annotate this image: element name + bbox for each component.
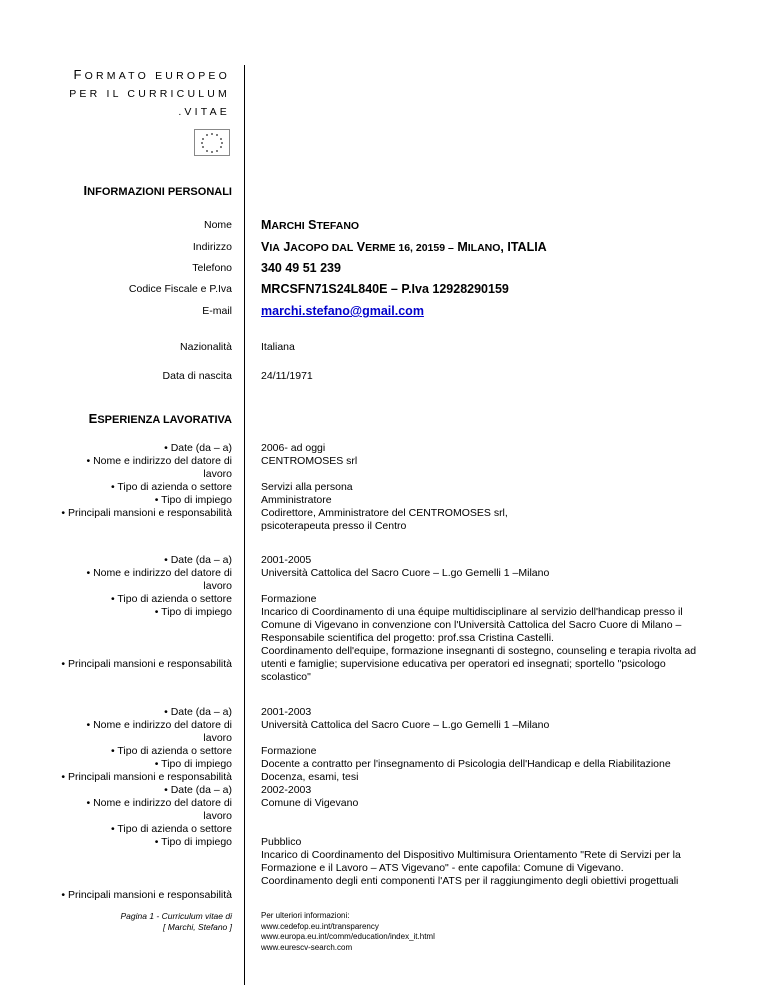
label-employer: • Nome e indirizzo del datore di [86,567,232,579]
eu-flag-icon [194,129,230,156]
value-nome: MARCHI STEFANO [261,218,360,232]
label-nazionalita: Nazionalità [180,341,232,353]
job-sector: Formazione [261,593,317,605]
label-date: • Date (da – a) [164,784,232,796]
job-duties: Codirettore, Amministratore del CENTROMOSES srl, [261,507,508,519]
job1-values [261,442,731,533]
job-sector: Servizi alla persona [261,481,353,493]
cv-title-line2: PER IL CURRICULUM [69,88,230,100]
job-type: Incarico di Coordinamento di una équipe multidisciplinare al servizio dell'handicap presso il [261,606,683,618]
label-date: • Date (da – a) [164,706,232,718]
label-telefono: Telefono [192,262,232,274]
job-date: 2001-2005 [261,554,312,566]
label-sector: • Tipo di azienda o settore [110,745,232,757]
label-sector: • Tipo di azienda o settore [110,593,232,605]
email-link[interactable]: marchi.stefano@gmail.com [261,304,424,318]
job-duties-cont: scolastico" [261,671,311,683]
job-type: Amministratore [261,494,332,506]
job3-labels [40,706,232,784]
label-employer-cont: lavoro [203,580,232,592]
job-duties: Coordinamento dell'equipe, formazione insegnanti di sostegno, counseling e terapia rivolta ad [261,645,697,657]
job-duties-cont: utenti e famiglie; supervisione educativa per operatori ed insegnati; sportello "psicologo [261,658,666,670]
job-sector: Pubblico [261,836,302,848]
cv-title-line1: FORMATO EUROPEO [73,67,230,82]
label-sector: • Tipo di azienda o settore [110,481,232,493]
footer-info: Per ulteriori informazioni: [261,911,350,920]
label-employer: • Nome e indirizzo del datore di [86,455,232,467]
value-data-nascita: 24/11/1971 [261,370,313,382]
label-codice-fiscale: Codice Fiscale e P.Iva [128,283,232,295]
label-duties: • Principali mansioni e responsabilità [61,771,232,783]
job3-values [261,706,731,784]
footer-page-label: Pagina 1 - Curriculum vitae di [120,911,232,921]
job-employer: Università Cattolica del Sacro Cuore – L.go Gemelli 1 –Milano [261,567,550,579]
job-employer: Università Cattolica del Sacro Cuore – L.go Gemelli 1 –Milano [261,719,550,731]
label-sector: • Tipo di azienda o settore [110,823,232,835]
value-telefono: 340 49 51 239 [261,261,341,275]
label-date: • Date (da – a) [164,442,232,454]
page-footer-right [261,911,561,953]
footer-link[interactable]: www.cedefop.eu.int/transparency [261,921,379,931]
label-data-nascita: Data di nascita [162,370,232,382]
label-employer: • Nome e indirizzo del datore di [86,797,232,809]
label-employer-cont: lavoro [203,810,232,822]
label-type: • Tipo di impiego [154,758,232,770]
job-employer: CENTROMOSES srl [261,455,358,467]
cv-title [40,66,230,121]
footer-name: [ Marchi, Stefano ] [163,922,232,932]
job4-labels [40,784,232,849]
value-nazionalita: Italiana [261,341,295,353]
label-duties: • Principali mansioni e responsabilità [61,889,232,901]
label-type: • Tipo di impiego [154,606,232,618]
column-divider [244,65,245,985]
cv-title-line3: .VITAE [178,106,230,118]
section-experience: ESPERIENZA LAVORATIVA [88,411,232,426]
job-date: 2002-2003 [261,784,312,796]
job1-labels [40,442,232,520]
label-duties: • Principali mansioni e responsabilità [61,507,232,519]
job-date: 2001-2003 [261,706,312,718]
job-duties: Docenza, esami, tesi [261,771,359,783]
label-email: E-mail [202,305,232,317]
job4-values [261,784,731,888]
job-date: 2006- ad oggi [261,442,326,454]
footer-link[interactable]: www.eurescv-search.com [261,942,353,952]
label-duties: • Principali mansioni e responsabilità [61,658,232,670]
footer-link[interactable]: www.europa.eu.int/comm/education/index_it.html [261,932,435,941]
job-type: Incarico di Coordinamento del Dispositivo Multimisura Orientamento "Rete di Servizi per la [261,849,681,861]
job-sector: Formazione [261,745,317,757]
label-employer-cont: lavoro [203,468,232,480]
job2-labels [40,554,232,619]
job2-values [261,554,731,684]
label-indirizzo: Indirizzo [192,241,232,253]
job-employer: Comune di Vigevano [261,797,359,809]
job-type: Docente a contratto per l'insegnamento di Psicologia dell'Handicap e della Riabilitazione [261,758,671,770]
label-employer-cont: lavoro [203,732,232,744]
job-duties: Coordinamento degli enti componenti l'ATS per il raggiungimento degli obiettivi progettuali [261,875,679,887]
job-type-cont: Responsabile scientifica del progetto: prof.ssa Cristina Castelli. [261,632,554,644]
job-duties-cont: psicoterapeuta presso il Centro [261,520,407,532]
page-footer-left [40,911,232,933]
value-codice-fiscale: MRCSFN71S24L840E – P.Iva 12928290159 [261,282,509,296]
job-type-cont: Comune di Vigevano in convenzione con l'Università Cattolica del Sacro Cuore di Milano – [261,619,682,631]
value-indirizzo: VIA JACOPO DAL VERME 16, 20159 – MILANO, ITALIA [261,240,547,254]
section-personal-info: INFORMAZIONI PERSONALI [83,183,232,198]
label-type: • Tipo di impiego [154,836,232,848]
label-nome: Nome [203,219,232,231]
label-date: • Date (da – a) [164,554,232,566]
label-employer: • Nome e indirizzo del datore di [86,719,232,731]
job-type-cont: Formazione e il Lavoro – ATS Vigevano" - ente capofila: Comune di Vigevano. [261,862,624,874]
label-type: • Tipo di impiego [154,494,232,506]
